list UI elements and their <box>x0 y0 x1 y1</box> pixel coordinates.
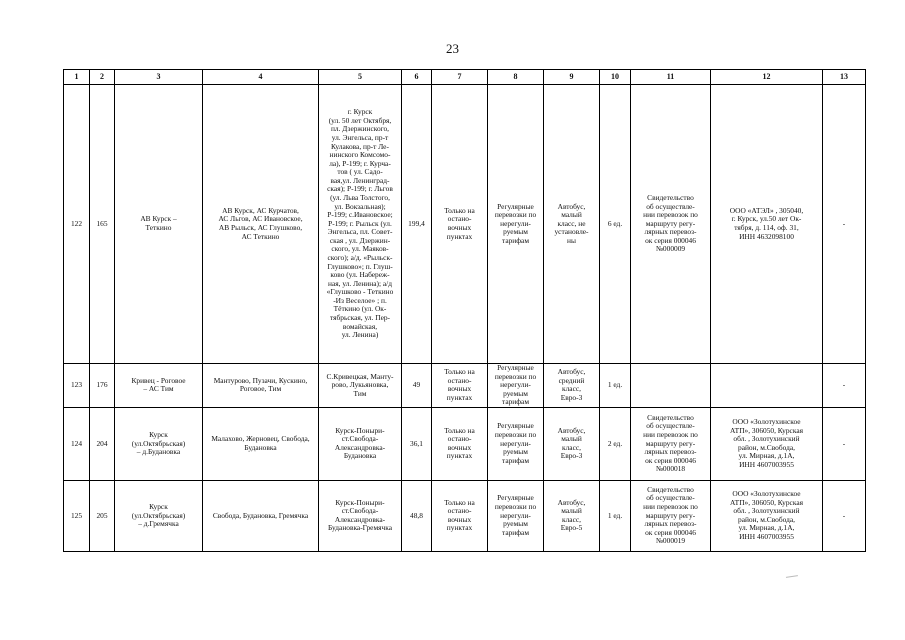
col-header: 2 <box>90 70 115 85</box>
cell-line: АВ Курск – <box>140 214 177 224</box>
length-cell: 36,1 <box>402 407 432 480</box>
cell-line: лярных перевоз- <box>644 447 697 457</box>
certificate-cell <box>631 364 711 408</box>
cell-line: нерегули- <box>500 380 531 390</box>
route-name-cell <box>115 480 203 551</box>
carrier-cell <box>711 85 823 364</box>
cell-line: ская , ул. Дзержин- <box>329 235 391 245</box>
row-number-cell: 122 <box>64 85 90 364</box>
cell-line: перевозки по <box>494 502 537 512</box>
length-cell: 199,4 <box>402 85 432 364</box>
cell-line: об осуществле- <box>646 421 695 431</box>
streets-cell <box>319 480 402 551</box>
cell-line: нерегули- <box>500 218 531 228</box>
vehicle-count-cell: 1 ед. <box>600 364 631 408</box>
cell-line: нии перевозок по <box>643 430 698 440</box>
cell-line: малый <box>561 506 582 516</box>
cell-line: ок серия 000046 <box>645 455 696 465</box>
cell-line: (ул. Льва Толстого, <box>330 192 390 202</box>
cell-line: ская); Р-199; г. Льгов <box>327 184 393 194</box>
cell-line: (ул.Октябрьская) <box>131 510 186 520</box>
cell-line: малый <box>561 434 582 444</box>
row-number-cell: 124 <box>64 407 90 480</box>
certificate-cell <box>631 85 711 364</box>
col-header: 4 <box>203 70 319 85</box>
cell-line: ул. Ленина) <box>341 330 379 340</box>
cell-line: маршруту регу- <box>645 218 696 228</box>
cell-line: перевозки по <box>494 210 537 220</box>
boarding-cell <box>432 480 488 551</box>
cell-line: нинского Комсомо- <box>329 150 391 160</box>
row-number-cell: 125 <box>64 480 90 551</box>
certificate-cell <box>631 480 711 551</box>
cell-line: «Глушково - Теткино <box>326 287 394 297</box>
vehicle-count-cell: 6 ед. <box>600 85 631 364</box>
cell-line: ул. Мирная, д.1А, <box>738 523 795 533</box>
note-cell: - <box>823 85 866 364</box>
cell-line: ского, ул. Маяков- <box>331 244 389 254</box>
cell-line: Тёткино (ул. Ок- <box>333 304 387 314</box>
cell-line: АС Льгов, АС Ивановское, <box>218 214 303 224</box>
tariff-cell <box>488 407 544 480</box>
cell-line: тарифам <box>502 527 529 537</box>
cell-line: Евро-3 <box>560 451 583 461</box>
cell-line: руемым <box>503 227 528 237</box>
streets-cell <box>319 85 402 364</box>
col-header: 1 <box>64 70 90 85</box>
cell-line: вочных <box>447 514 472 524</box>
cell-line: район, м.Свобода, <box>738 514 795 524</box>
cell-line: маршруту регу- <box>645 438 696 448</box>
col-header: 8 <box>488 70 544 85</box>
cell-line: ок серия 000046 <box>645 527 696 537</box>
cell-line: Только на <box>444 367 475 377</box>
cell-line: ООО «Золотухинское <box>732 489 801 499</box>
cell-line: пунктах <box>446 523 473 533</box>
table-row <box>64 480 866 551</box>
note-cell: - <box>823 480 866 551</box>
note-cell: - <box>823 407 866 480</box>
header-row <box>64 70 866 85</box>
cell-line: Автобус, <box>557 367 586 377</box>
row-number-cell: 123 <box>64 364 90 408</box>
boarding-cell <box>432 364 488 408</box>
carrier-cell <box>711 407 823 480</box>
cell-line: ул. Вокзальная); <box>334 201 386 211</box>
cell-line: руемым <box>503 388 528 398</box>
col-header: 3 <box>115 70 203 85</box>
note-cell: - <box>823 364 866 408</box>
cell-line: Тим <box>353 388 367 398</box>
page-number: 23 <box>446 41 459 56</box>
cell-line: С.Кривецкая, Манту- <box>326 371 394 381</box>
stops-cell <box>203 480 319 551</box>
cell-line: пл. Дзержинского, <box>330 124 390 134</box>
cell-line: АТП», 306050, Курская <box>730 497 803 507</box>
cell-line: г. Курск, ул.50 лет Ок- <box>731 214 802 224</box>
cell-line: ООО «Золотухинское <box>732 417 801 427</box>
cell-line: №000009 <box>655 244 686 254</box>
cell-line: ная, ул. Ленина); а/д <box>328 278 392 288</box>
cell-line: -Из Веселое» ; п. <box>333 295 387 305</box>
cell-line: Кривец - Роговое <box>131 375 186 385</box>
cell-line: Будановка <box>244 442 277 452</box>
cell-line: Р-199; с.Ивановское; <box>327 210 393 220</box>
cell-line: ИНН 4607003955 <box>739 532 794 542</box>
pen-mark <box>786 575 798 579</box>
cell-line: Будановка <box>343 451 377 461</box>
stops-cell <box>203 407 319 480</box>
vehicle-cell <box>544 85 600 364</box>
stops-cell <box>203 85 319 364</box>
cell-line: тарифам <box>502 455 529 465</box>
cell-line: руемым <box>503 447 528 457</box>
tariff-cell <box>488 85 544 364</box>
length-cell: 48,8 <box>402 480 432 551</box>
cell-line: обл. , Золотухинский <box>733 506 800 516</box>
cell-line: (ул. 50 лет Октября, <box>328 115 392 125</box>
cell-line: Свидетельство <box>647 192 694 202</box>
cell-line: ООО «АТЭЛ» , 305040, <box>729 205 804 215</box>
route-number-cell: 165 <box>90 85 115 364</box>
cell-line: класс, <box>562 384 581 394</box>
certificate-cell <box>631 407 711 480</box>
cell-line: ны <box>567 235 576 245</box>
cell-line: обл. , Золотухинский <box>733 434 800 444</box>
cell-line: Свобода, Будановка, Гремячка <box>212 510 309 520</box>
cell-line: нии перевозок по <box>643 502 698 512</box>
cell-line: №000018 <box>655 464 686 474</box>
streets-cell <box>319 407 402 480</box>
cell-line: ИНН 4607003955 <box>739 460 794 470</box>
cell-line: Курск-Поныри- <box>335 497 385 507</box>
cell-line: класс, не <box>557 218 586 228</box>
tariff-cell <box>488 480 544 551</box>
cell-line: Курск-Поныри- <box>335 425 385 435</box>
col-header: 5 <box>319 70 402 85</box>
cell-line: АВ Курск, АС Курчатов, <box>222 205 299 215</box>
table-row <box>64 85 866 364</box>
cell-line: Роговое, Тим <box>239 384 282 394</box>
col-header: 10 <box>600 70 631 85</box>
cell-line: средний <box>558 375 585 385</box>
cell-line: тов ( ул. Садо- <box>337 167 383 177</box>
col-header: 7 <box>432 70 488 85</box>
carrier-cell <box>711 480 823 551</box>
cell-line: Регулярные <box>497 201 534 211</box>
cell-line: Теткино <box>145 223 172 232</box>
cell-line: тябрьская, ул. Пер- <box>329 313 391 323</box>
cell-line: вочных <box>447 384 472 394</box>
cell-line: Автобус, <box>557 497 586 507</box>
cell-line: остано- <box>447 506 472 516</box>
cell-line: Автобус, <box>557 201 586 211</box>
cell-line: об осуществле- <box>646 493 695 503</box>
cell-line: перевозки по <box>494 430 537 440</box>
cell-line: Автобус, <box>557 425 586 435</box>
cell-line: об осуществле- <box>646 201 695 211</box>
cell-line: Только на <box>444 425 475 435</box>
cell-line: установле- <box>554 227 589 237</box>
vehicle-cell <box>544 480 600 551</box>
cell-line: (ул.Октябрьская) <box>131 438 186 448</box>
cell-line: остано- <box>447 434 472 444</box>
length-cell: 49 <box>402 364 432 408</box>
cell-line: Свидетельство <box>647 412 694 422</box>
cell-line: нерегули- <box>500 510 531 520</box>
cell-line: рово, Лукьяновка, <box>331 380 389 390</box>
cell-line: Александровка- <box>334 514 386 524</box>
routes-table <box>63 69 866 552</box>
cell-line: класс, <box>562 514 581 524</box>
cell-line: АВ Рыльск, АС Глушково, <box>218 223 303 232</box>
cell-line: перевозки по <box>494 371 537 381</box>
col-header: 12 <box>711 70 823 85</box>
route-name-cell <box>115 85 203 364</box>
cell-line: АТП», 306050, Курская <box>730 425 803 435</box>
cell-line: вая,ул. Ленинград- <box>330 175 390 185</box>
cell-line: Регулярные <box>497 363 534 372</box>
tariff-cell <box>488 364 544 408</box>
cell-line: вочных <box>447 442 472 452</box>
cell-line: Р-199; г. Рыльск (ул. <box>328 218 392 228</box>
cell-line: АС Теткино <box>241 231 280 241</box>
col-header: 11 <box>631 70 711 85</box>
cell-line: ул. Мирная, д.1А, <box>738 451 795 461</box>
cell-line: пунктах <box>446 451 473 461</box>
vehicle-count-cell: 1 ед. <box>600 480 631 551</box>
cell-line: №000019 <box>655 536 686 546</box>
route-number-cell: 204 <box>90 407 115 480</box>
cell-line: маршруту регу- <box>645 510 696 520</box>
cell-line: тября, д. 114, оф. 31, <box>734 223 799 232</box>
cell-line: класс, <box>562 442 581 452</box>
cell-line: Свидетельство <box>647 484 694 494</box>
cell-line: Малахово, Жерновец, Свобода, <box>211 434 310 444</box>
cell-line: Кулакова, пр-т Ле- <box>331 141 389 151</box>
table-row <box>64 407 866 480</box>
cell-line: ла), Р-199; г. Курча- <box>329 158 391 168</box>
vehicle-count-cell: 2 ед. <box>600 407 631 480</box>
cell-line: нерегули- <box>500 438 531 448</box>
streets-cell <box>319 364 402 408</box>
boarding-cell <box>432 407 488 480</box>
cell-line: Глушково»; п. Глуш- <box>327 261 393 271</box>
cell-line: ст.Свобода- <box>341 506 379 516</box>
cell-line: лярных перевоз- <box>644 519 697 529</box>
cell-line: тарифам <box>502 397 529 407</box>
cell-line: Только на <box>444 497 475 507</box>
route-number-cell: 176 <box>90 364 115 408</box>
cell-line: остано- <box>447 214 472 224</box>
cell-line: ИНН 4632098100 <box>739 231 794 241</box>
boarding-cell <box>432 85 488 364</box>
cell-line: Евро-3 <box>560 393 583 403</box>
route-name-cell <box>115 407 203 480</box>
cell-line: Александровка- <box>334 442 386 452</box>
cell-line: – д.Будановка <box>136 447 181 457</box>
route-number-cell: 205 <box>90 480 115 551</box>
table-row <box>64 364 866 408</box>
vehicle-cell <box>544 364 600 408</box>
cell-line: – д.Гремячка <box>138 519 179 529</box>
cell-line: район, м.Свобода, <box>738 442 795 452</box>
cell-line: пунктах <box>446 393 473 403</box>
col-header: 13 <box>823 70 866 85</box>
cell-line: лярных перевоз- <box>644 227 697 237</box>
cell-line: ул. Энгельса, пр-т <box>331 132 389 142</box>
cell-line: г. Курск <box>347 107 373 117</box>
cell-line: вочных <box>447 223 472 232</box>
cell-line: нии перевозок по <box>643 210 698 220</box>
cell-line: остано- <box>447 375 472 385</box>
cell-line: тарифам <box>502 235 529 245</box>
cell-line: пунктах <box>446 231 473 241</box>
cell-line: Только на <box>444 205 475 215</box>
cell-line: Мантурово, Пузачи, Кускино, <box>213 375 308 385</box>
cell-line: Будановка-Гремячка <box>327 523 393 533</box>
cell-line: вомайская, <box>342 321 378 331</box>
cell-line: – АС Тим <box>143 384 174 394</box>
cell-line: ково (ул. Набереж- <box>330 270 390 280</box>
stops-cell <box>203 364 319 408</box>
cell-line: Регулярные <box>497 493 534 503</box>
cell-line: ского); а/д. «Рыльск- <box>327 253 393 263</box>
cell-line: Евро-5 <box>560 523 583 533</box>
cell-line: малый <box>561 210 582 220</box>
cell-line: Энгельса, пл. Совет- <box>327 227 393 237</box>
vehicle-cell <box>544 407 600 480</box>
col-header: 9 <box>544 70 600 85</box>
cell-line: Курск <box>149 430 168 440</box>
carrier-cell <box>711 364 823 408</box>
cell-line: руемым <box>503 519 528 529</box>
cell-line: ок серия 000046 <box>645 235 696 245</box>
cell-line: Регулярные <box>497 421 534 431</box>
col-header: 6 <box>402 70 432 85</box>
cell-line: Курск <box>149 502 168 512</box>
cell-line: ст.Свобода- <box>341 434 379 444</box>
route-name-cell <box>115 364 203 408</box>
